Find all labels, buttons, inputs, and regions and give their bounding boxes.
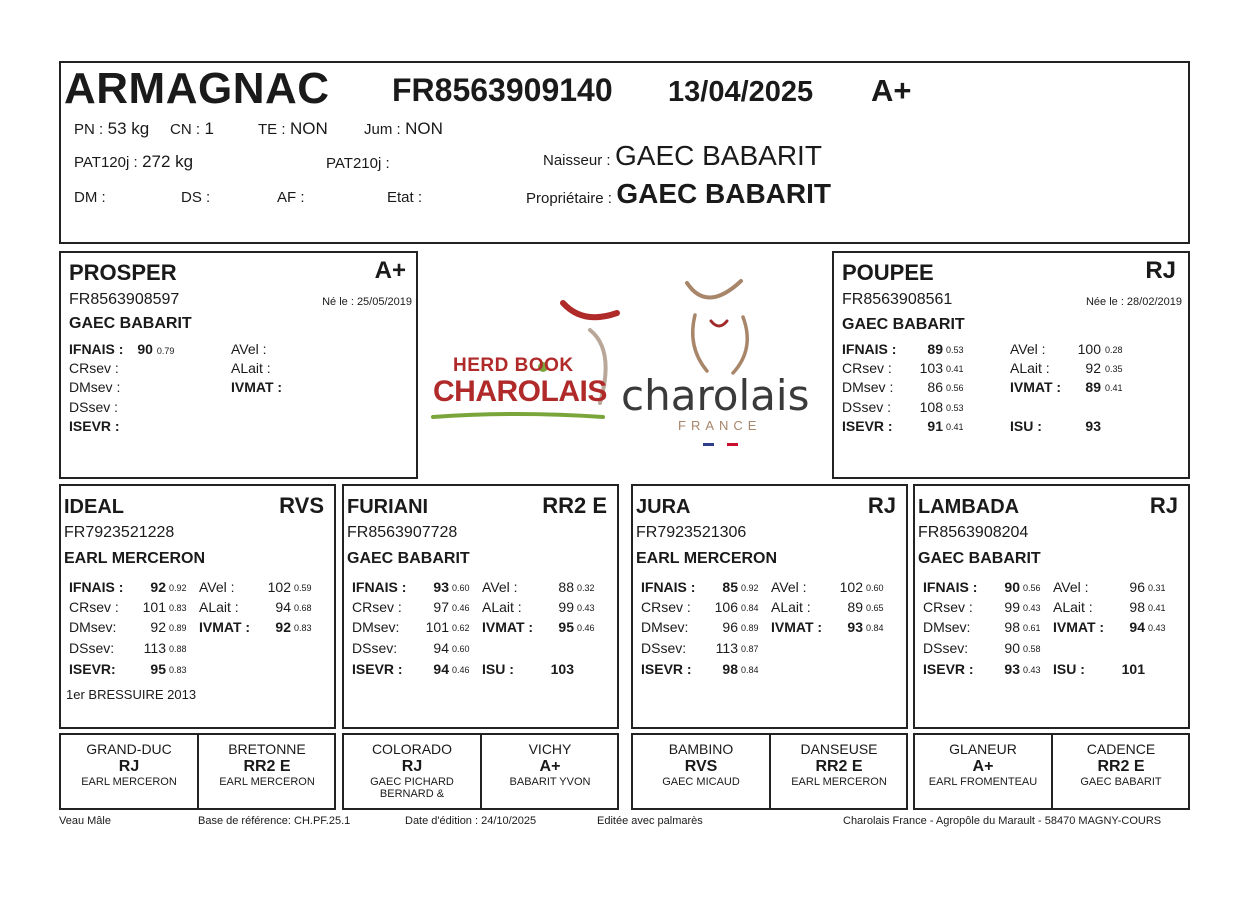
stat-label: ALait : <box>1010 360 1050 376</box>
stat-value: 94 <box>1129 619 1145 635</box>
stat-cd: 0.43 <box>1023 603 1041 613</box>
stat-cd: 0.43 <box>1023 665 1041 675</box>
footer-palmares: Editée avec palmarès <box>597 815 703 827</box>
great-grandparent-owner: GAEC PICHARD <box>370 776 454 788</box>
dam-dmsev <box>842 379 964 395</box>
stat-value: 102 <box>839 579 863 595</box>
stat-label: AVel : <box>1010 341 1046 357</box>
stat-label: ISEVR : <box>842 418 893 434</box>
stat-value: 99 <box>1004 599 1020 615</box>
cn-label: CN : <box>170 121 200 138</box>
stat-cd: 0.89 <box>741 623 759 633</box>
great-grandparent-cell <box>771 735 907 788</box>
stat-value: 96 <box>1129 579 1145 595</box>
great-grandparent-grade: RVS <box>684 758 718 775</box>
stat-value: 92 <box>275 619 291 635</box>
stat-cd: 0.89 <box>169 623 187 633</box>
stat-label: ALait : <box>199 599 239 615</box>
grandparent-box <box>913 484 1190 729</box>
naisseur-field <box>543 140 822 172</box>
grandparent-palmares: 1er BRESSUIRE 2013 <box>66 687 197 702</box>
herdbook-arc-icon <box>563 303 617 317</box>
stat-cd: 0.79 <box>156 346 175 356</box>
grandparent-name: IDEAL <box>64 496 124 518</box>
stat-value: 92 <box>150 619 166 635</box>
dam-avel <box>1010 341 1123 357</box>
dam-isu <box>1010 418 1101 434</box>
stat-value: 113 <box>143 640 166 656</box>
sire-dmsev-label: DMsev : <box>69 379 121 395</box>
cn-value: 1 <box>204 119 214 138</box>
grandparent-isevr <box>641 661 759 677</box>
stat-cd: 0.88 <box>169 644 187 654</box>
stat-cd: 0.58 <box>1023 644 1041 654</box>
sire-ivmat-label: IVMAT : <box>231 379 283 395</box>
grandparent-isu <box>482 661 574 677</box>
stat-label: AVel : <box>199 579 235 595</box>
stat-label: CRsev : <box>69 599 119 615</box>
stat-label: IVMAT : <box>1053 619 1105 635</box>
grandparent-isu <box>1053 661 1145 677</box>
flag-blue-icon <box>703 443 714 446</box>
great-grandparent-cell <box>915 735 1051 788</box>
dam-name: POUPEE <box>842 260 934 285</box>
stat-value: 93 <box>433 579 449 595</box>
herdbook-underline-icon <box>433 414 603 417</box>
stat-label: ISU : <box>1010 418 1042 434</box>
stat-cd: 0.84 <box>866 623 884 633</box>
sire-grade: A+ <box>374 257 406 284</box>
stat-value: 89 <box>1085 379 1101 395</box>
footer-address: Charolais France - Agropôle du Marault - 58470 MAGNY-COURS <box>843 815 1162 827</box>
stat-label: IVMAT : <box>482 619 534 635</box>
great-grandparent-name: GLANEUR <box>949 741 1017 757</box>
stat-value: 94 <box>433 661 449 677</box>
dam-owner: GAEC BABARIT <box>842 316 965 333</box>
great-grandparent-cell <box>482 735 618 788</box>
stat-value: 88 <box>558 579 574 595</box>
stat-label: IFNAIS : <box>923 579 978 595</box>
grandparent-grade: RJ <box>867 493 896 518</box>
grandparent-name: JURA <box>636 496 691 518</box>
grandparent-name: FURIANI <box>347 496 429 518</box>
grandparent-ivmat <box>482 619 595 635</box>
great-grandparents-pair-box <box>913 733 1190 810</box>
stat-label: ISEVR : <box>352 661 403 677</box>
great-grandparent-name: CADENCE <box>1086 741 1156 757</box>
stat-value: 86 <box>927 379 943 395</box>
stat-label: DSsev: <box>69 640 115 656</box>
stat-cd: 0.87 <box>741 644 759 654</box>
grandparent-dssev <box>352 640 470 656</box>
stat-label: DMsev : <box>842 379 894 395</box>
stat-cd: 0.92 <box>741 583 759 593</box>
stat-value: 93 <box>847 619 863 635</box>
stat-cd: 0.46 <box>452 665 470 675</box>
stat-cd: 0.31 <box>1148 583 1166 593</box>
stat-cd: 0.83 <box>169 603 187 613</box>
grandparent-owner: EARL MERCERON <box>636 550 778 567</box>
stat-label: IFNAIS : <box>842 341 897 357</box>
grandparent-avel <box>482 579 595 595</box>
grandparent-grade: RR2 E <box>542 493 607 518</box>
stat-value: 93 <box>1085 418 1101 434</box>
stat-value: 102 <box>267 579 291 595</box>
grandparent-crsev <box>641 599 759 615</box>
grandparent-crsev <box>352 599 470 615</box>
dam-grade: RJ <box>1145 257 1176 284</box>
stat-label: IFNAIS : <box>69 341 124 357</box>
stat-cd: 0.46 <box>577 623 595 633</box>
stat-cd: 0.43 <box>1148 623 1166 633</box>
great-grandparent-cell <box>1053 735 1189 788</box>
great-grandparent-cell <box>344 735 480 800</box>
sire-dssev-label: DSsev : <box>69 399 119 415</box>
grandparent-ivmat <box>1053 619 1166 635</box>
herdbook-line1: HERD BOOK <box>453 355 574 376</box>
great-grandparent-name: BAMBINO <box>668 741 734 757</box>
great-grandparent-grade: A+ <box>972 758 994 775</box>
stat-value: 98 <box>722 661 738 677</box>
great-grandparent-owner: EARL FROMENTEAU <box>928 776 1038 788</box>
dam-ifnais <box>842 341 964 357</box>
stat-label: CRsev : <box>641 599 691 615</box>
etat-label: Etat : <box>387 189 423 206</box>
animal-grade: A+ <box>871 73 912 108</box>
jum-field <box>364 119 443 139</box>
stat-label: AVel : <box>1053 579 1089 595</box>
grandparent-ivmat <box>771 619 884 635</box>
dam-alait <box>1010 360 1123 376</box>
grandparent-ivmat <box>199 619 312 635</box>
af-label: AF : <box>277 189 305 206</box>
grandparent-dssev <box>69 640 187 656</box>
great-grandparent-grade: RJ <box>118 758 140 775</box>
stat-value: 90 <box>137 341 153 357</box>
grandparent-dssev <box>923 640 1041 656</box>
dam-box <box>832 251 1190 479</box>
animal-birth-date: 13/04/2025 <box>668 76 814 108</box>
sire-name: PROSPER <box>69 260 177 285</box>
grandparent-crsev <box>69 599 187 615</box>
great-grandparent-owner: GAEC BABARIT <box>1080 776 1162 788</box>
stat-cd: 0.41 <box>946 364 964 374</box>
stat-cd: 0.60 <box>452 644 470 654</box>
stat-value: 95 <box>558 619 574 635</box>
stat-cd: 0.84 <box>741 665 759 675</box>
stat-cd: 0.56 <box>946 383 964 393</box>
stat-cd: 0.83 <box>169 665 187 675</box>
footer-animal-type: Veau Mâle <box>59 815 111 827</box>
stat-cd: 0.41 <box>1148 603 1166 613</box>
grandparent-box <box>59 484 336 729</box>
stat-label: IVMAT : <box>199 619 251 635</box>
stat-cd: 0.53 <box>946 345 964 355</box>
sire-id: FR8563908597 <box>69 291 180 308</box>
animal-id: FR8563909140 <box>392 72 613 108</box>
dam-crsev <box>842 360 964 376</box>
stat-label: AVel : <box>771 579 807 595</box>
stat-cd: 0.41 <box>1105 383 1123 393</box>
stat-value: 108 <box>919 399 943 415</box>
great-grandparent-grade: A+ <box>539 758 561 775</box>
stat-value: 98 <box>1004 619 1020 635</box>
sire-ifnais <box>69 341 174 357</box>
logos-area <box>425 275 825 455</box>
grandparent-avel <box>1053 579 1166 595</box>
great-grandparent-owner: EARL MERCERON <box>791 776 887 788</box>
stat-cd: 0.41 <box>946 422 964 432</box>
footer-base-reference: Base de référence: CH.PF.25.1 <box>198 815 351 827</box>
stat-cd: 0.68 <box>294 603 312 613</box>
stat-value: 89 <box>927 341 943 357</box>
stat-value: 95 <box>150 661 166 677</box>
stat-value: 106 <box>714 599 738 615</box>
great-grandparent-cell <box>199 735 335 788</box>
stat-label: IVMAT : <box>771 619 823 635</box>
stat-cd: 0.28 <box>1105 345 1123 355</box>
charolais-nose-icon <box>711 321 727 326</box>
stat-cd: 0.59 <box>294 583 312 593</box>
pat120-field <box>74 152 193 172</box>
grandparent-owner: GAEC BABARIT <box>347 550 470 567</box>
stat-label: ISEVR: <box>69 661 116 677</box>
grandparent-name: LAMBADA <box>918 496 1020 518</box>
ds-label: DS : <box>181 189 211 206</box>
grandparent-alait <box>482 599 595 615</box>
stat-value: 101 <box>1121 661 1145 677</box>
stat-value: 92 <box>150 579 166 595</box>
great-grandparent-cell <box>61 735 197 788</box>
grandparent-ifnais <box>923 579 1041 595</box>
sire-isevr-label: ISEVR : <box>69 418 120 434</box>
pn-label: PN : <box>74 121 104 138</box>
stat-label: ALait : <box>482 599 522 615</box>
dm-label: DM : <box>74 189 106 206</box>
te-label: TE : <box>258 121 286 138</box>
pat120-value: 272 kg <box>142 152 194 171</box>
stat-value: 99 <box>558 599 574 615</box>
stat-value: 103 <box>919 360 943 376</box>
great-grandparent-owner: BABARIT YVON <box>509 776 591 788</box>
dam-birth-date: Née le : 28/02/2019 <box>1085 296 1182 308</box>
stat-cd: 0.65 <box>866 603 884 613</box>
stat-label: CRsev : <box>352 599 402 615</box>
animal-name: ARMAGNAC <box>64 64 330 113</box>
stat-value: 85 <box>722 579 738 595</box>
great-grandparent-owner: EARL MERCERON <box>81 776 177 788</box>
stat-cd: 0.83 <box>294 623 312 633</box>
stat-value: 103 <box>550 661 574 677</box>
stat-cd: 0.92 <box>169 583 187 593</box>
grandparent-dssev <box>641 640 759 656</box>
stat-label: ISU : <box>482 661 514 677</box>
pn-field <box>74 119 149 139</box>
stat-label: ISEVR : <box>923 661 974 677</box>
great-grandparent-name: BRETONNE <box>228 741 306 757</box>
sire-box <box>59 251 418 479</box>
great-grandparent-name: DANSEUSE <box>800 741 878 757</box>
stat-label: DSsev: <box>923 640 969 656</box>
grandparent-ifnais <box>641 579 759 595</box>
grandparent-id: FR8563907728 <box>347 524 458 541</box>
grandparent-alait <box>199 599 312 615</box>
stat-label: ISEVR : <box>641 661 692 677</box>
naisseur-value: GAEC BABARIT <box>614 140 822 171</box>
charolais-head-right-icon <box>733 317 747 373</box>
grandparent-crsev <box>923 599 1041 615</box>
stat-cd: 0.35 <box>1105 364 1123 374</box>
pn-value: 53 kg <box>107 119 150 138</box>
stat-value: 94 <box>275 599 291 615</box>
flag-red-icon <box>727 443 738 446</box>
stat-value: 90 <box>1004 640 1020 656</box>
stat-value: 100 <box>1077 341 1101 357</box>
te-field <box>258 119 328 139</box>
stat-label: DMsev: <box>352 619 400 635</box>
stat-cd: 0.84 <box>741 603 759 613</box>
grandparent-id: FR7923521306 <box>636 524 747 541</box>
pat210-label: PAT210j : <box>326 155 390 172</box>
proprietaire-value: GAEC BABARIT <box>616 178 831 209</box>
stat-value: 92 <box>1085 360 1101 376</box>
cn-field <box>170 119 214 139</box>
stat-label: DSsev: <box>352 640 398 656</box>
grandparent-grade: RVS <box>279 493 324 518</box>
great-grandparent-owner-line2: BERNARD & <box>379 788 445 800</box>
grandparent-box <box>342 484 619 729</box>
jum-value: NON <box>405 119 443 138</box>
grandparent-ifnais <box>352 579 470 595</box>
te-value: NON <box>289 119 328 138</box>
stat-value: 94 <box>433 640 449 656</box>
grandparent-dmsev <box>641 619 759 635</box>
sire-avel-label: AVel : <box>231 341 267 357</box>
herdbook-line2: CHAROLAIS <box>433 375 607 408</box>
charolais-horns-icon <box>687 281 741 298</box>
grandparent-box <box>631 484 908 729</box>
stat-label: CRsev : <box>842 360 892 376</box>
grandparent-isevr <box>352 661 470 677</box>
charolais-head-left-icon <box>693 315 707 371</box>
stat-label: AVel : <box>482 579 518 595</box>
stat-value: 97 <box>433 599 449 615</box>
great-grandparents-pair-box <box>59 733 336 810</box>
stat-value: 113 <box>715 640 738 656</box>
sire-owner: GAEC BABARIT <box>69 315 192 332</box>
charolais-word: charolais <box>621 371 810 420</box>
stat-label: DMsev: <box>641 619 689 635</box>
great-grandparent-grade: RR2 E <box>243 758 291 775</box>
stat-label: IFNAIS : <box>641 579 696 595</box>
grandparent-owner: GAEC BABARIT <box>918 550 1041 567</box>
stat-cd: 0.61 <box>1023 623 1041 633</box>
grandparent-grade: RJ <box>1149 493 1178 518</box>
france-word: FRANCE <box>678 418 762 433</box>
grandparent-owner: EARL MERCERON <box>64 550 206 567</box>
proprietaire-label: Propriétaire : <box>526 190 612 207</box>
great-grandparents-pair-box <box>342 733 619 810</box>
stat-label: CRsev : <box>923 599 973 615</box>
grandparent-ifnais <box>69 579 187 595</box>
dam-ivmat <box>1010 379 1123 395</box>
stat-value: 89 <box>847 599 863 615</box>
stat-value: 91 <box>927 418 943 434</box>
stat-value: 90 <box>1004 579 1020 595</box>
great-grandparent-grade: RR2 E <box>1097 758 1145 775</box>
great-grandparents-pair-box <box>631 733 908 810</box>
grandparent-alait <box>1053 599 1166 615</box>
stat-cd: 0.60 <box>452 583 470 593</box>
great-grandparent-grade: RJ <box>401 758 423 775</box>
great-grandparent-grade: RR2 E <box>815 758 863 775</box>
stat-cd: 0.43 <box>577 603 595 613</box>
stat-label: IFNAIS : <box>352 579 407 595</box>
stat-value: 96 <box>722 619 738 635</box>
stat-value: 93 <box>1004 661 1020 677</box>
great-grandparent-owner: EARL MERCERON <box>219 776 315 788</box>
stat-cd: 0.60 <box>866 583 884 593</box>
great-grandparent-name: GRAND-DUC <box>86 741 172 757</box>
footer-edition-date: Date d'édition : 24/10/2025 <box>405 815 537 827</box>
stat-value: 101 <box>425 619 449 635</box>
stat-cd: 0.46 <box>452 603 470 613</box>
great-grandparent-name: COLORADO <box>371 741 453 757</box>
stat-cd: 0.62 <box>452 623 470 633</box>
grandparent-dmsev <box>69 619 187 635</box>
stat-label: IFNAIS : <box>69 579 124 595</box>
stat-label: DMsev: <box>923 619 971 635</box>
stat-label: ALait : <box>771 599 811 615</box>
grandparent-avel <box>771 579 884 595</box>
sire-birth-date: Né le : 25/05/2019 <box>322 296 412 308</box>
stat-value: 98 <box>1129 599 1145 615</box>
sire-alait-label: ALait : <box>231 360 271 376</box>
stat-label: DSsev : <box>842 399 892 415</box>
dam-id: FR8563908561 <box>842 291 953 308</box>
stat-label: IVMAT : <box>1010 379 1062 395</box>
stat-cd: 0.32 <box>577 583 595 593</box>
flag-white-icon <box>715 443 726 446</box>
dam-dssev <box>842 399 964 415</box>
proprietaire-field <box>526 178 831 210</box>
stat-value: 101 <box>142 599 166 615</box>
pat120-label: PAT120j : <box>74 154 138 171</box>
dam-isevr <box>842 418 964 434</box>
grandparent-dmsev <box>923 619 1041 635</box>
grandparent-alait <box>771 599 884 615</box>
stat-cd: 0.56 <box>1023 583 1041 593</box>
stat-label: ALait : <box>1053 599 1093 615</box>
great-grandparent-owner: GAEC MICAUD <box>662 776 740 788</box>
stat-label: ISU : <box>1053 661 1085 677</box>
grandparent-isevr <box>69 661 187 677</box>
grandparent-avel <box>199 579 312 595</box>
great-grandparent-cell <box>633 735 769 788</box>
stat-cd: 0.53 <box>946 403 964 413</box>
naisseur-label: Naisseur : <box>543 152 611 169</box>
stat-label: DSsev: <box>641 640 687 656</box>
stat-label: DMsev: <box>69 619 117 635</box>
grandparent-isevr <box>923 661 1041 677</box>
grandparent-dmsev <box>352 619 470 635</box>
jum-label: Jum : <box>364 121 401 138</box>
grandparent-id: FR7923521228 <box>64 524 175 541</box>
sire-crsev-label: CRsev : <box>69 360 119 376</box>
grandparent-id: FR8563908204 <box>918 524 1029 541</box>
great-grandparent-name: VICHY <box>528 741 572 757</box>
